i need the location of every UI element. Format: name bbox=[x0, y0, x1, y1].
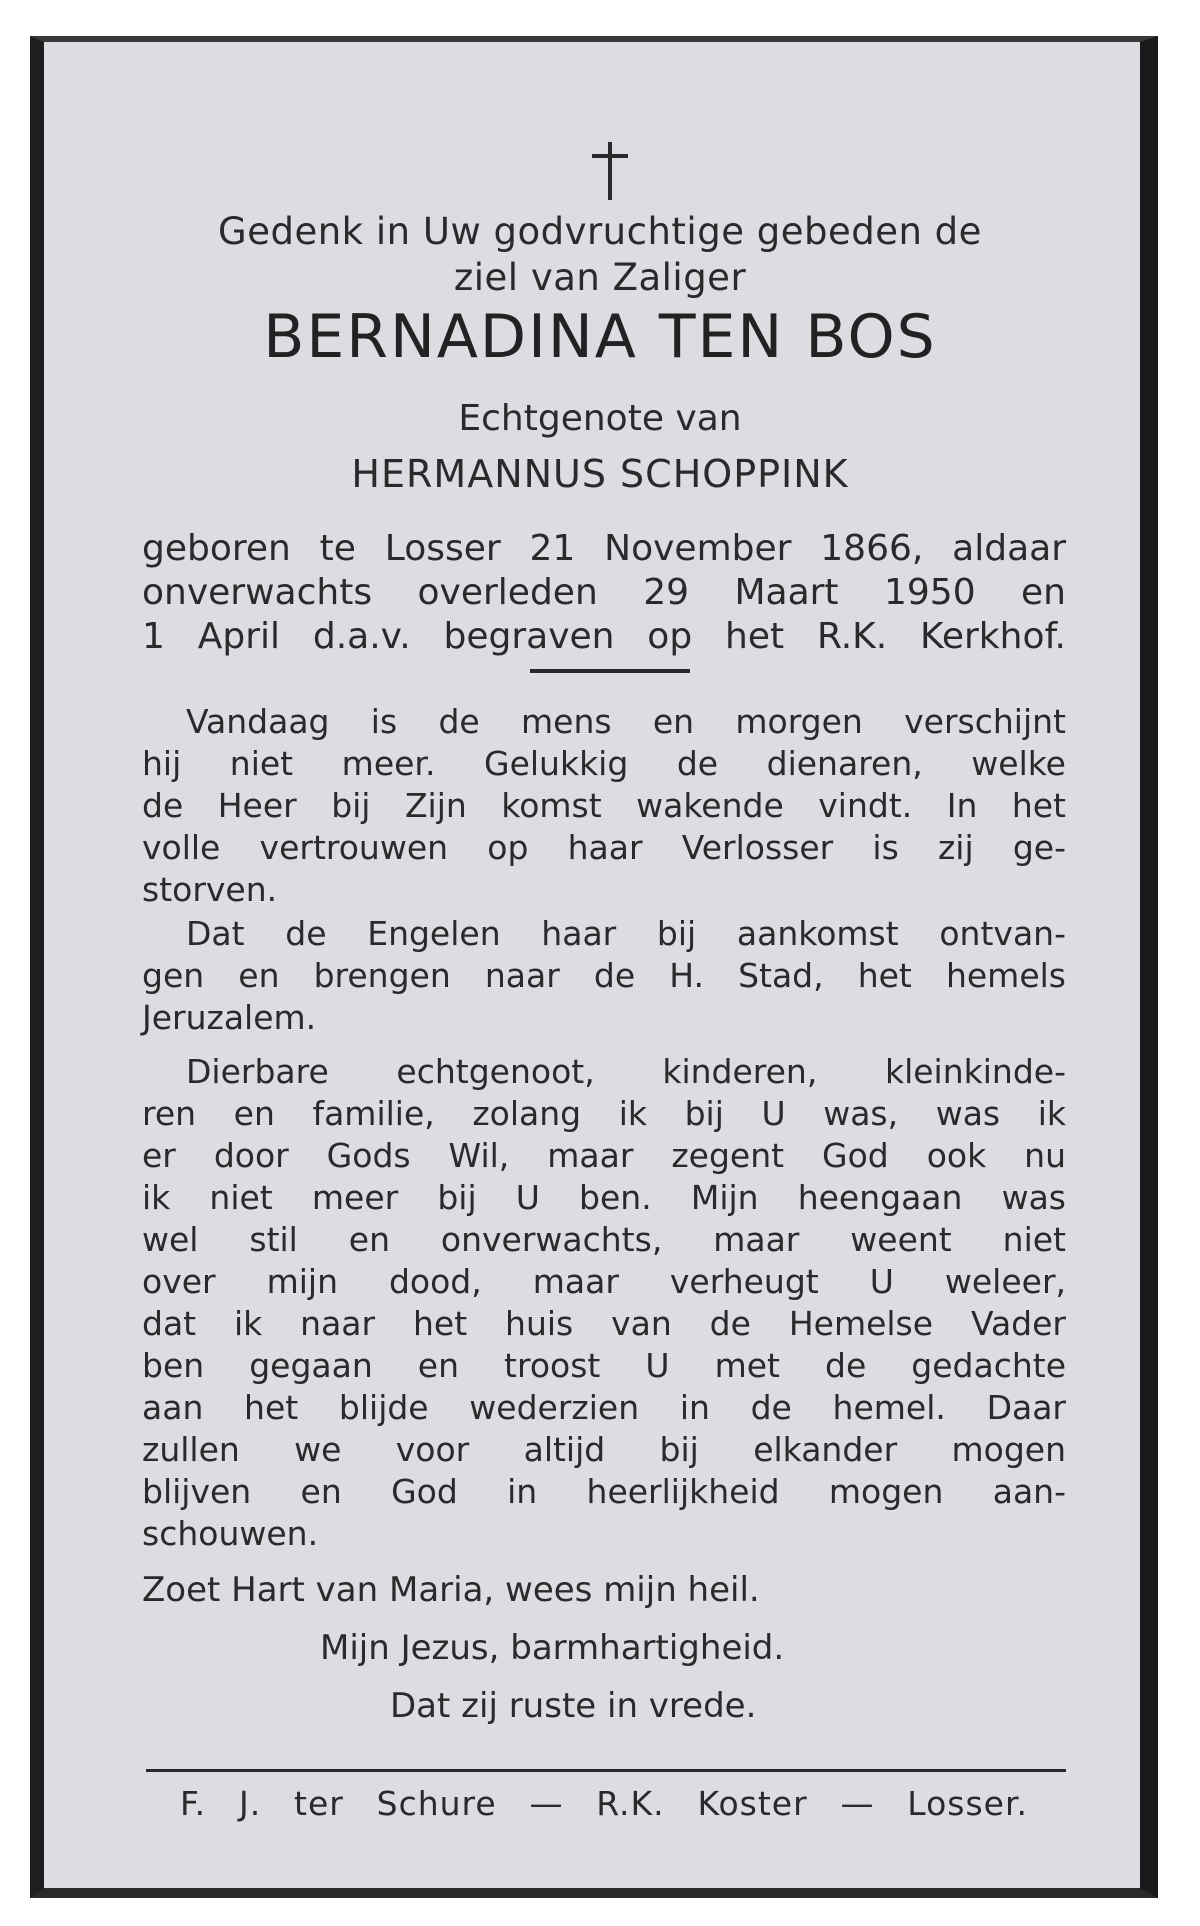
paragraph-3-line-1: Dierbare echtgenoot, kinderen, kleinkinde- bbox=[186, 1052, 1066, 1091]
divider-short bbox=[530, 669, 690, 673]
paragraph-3-line-4: ik niet meer bij U ben. Mijn heengaan was bbox=[142, 1178, 1066, 1217]
paragraph-3-line-8: ben gegaan en troost U met de gedachte bbox=[142, 1346, 1066, 1385]
paragraph-2-line-1: Dat de Engelen haar bij aankomst ontvan- bbox=[186, 914, 1066, 953]
paragraph-3-line-11: blijven en God in heerlijkheid mogen aan- bbox=[142, 1472, 1066, 1511]
intro-line-1: Gedenk in Uw godvruchtige gebeden de bbox=[218, 210, 982, 253]
closing-line-1: Zoet Hart van Maria, wees mijn heil. bbox=[142, 1570, 760, 1610]
paragraph-1-line-5: storven. bbox=[142, 870, 278, 909]
paragraph-3-line-2: ren en familie, zolang ik bij U was, was ik bbox=[142, 1094, 1066, 1133]
intro-line-2: ziel van Zaliger bbox=[453, 256, 747, 299]
closing-line-2: Mijn Jezus, barmhartigheid. bbox=[320, 1628, 785, 1668]
bio-line-3: 1 April d.a.v. begraven op het R.K. Kerkhof. bbox=[142, 616, 1066, 657]
paragraph-1-line-2: hij niet meer. Gelukkig de dienaren, welke bbox=[142, 744, 1066, 783]
paragraph-2-line-3: Jeruzalem. bbox=[142, 998, 317, 1037]
paragraph-3-line-12: schouwen. bbox=[142, 1514, 319, 1553]
spouse-label: Echtgenote van bbox=[458, 398, 742, 439]
printer-credit: F. J. ter Schure — R.K. Koster — Losser. bbox=[180, 1784, 1028, 1823]
paragraph-3-line-9: aan het blijde wederzien in de hemel. Daar bbox=[142, 1388, 1066, 1427]
paragraph-1-line-4: volle vertrouwen op haar Verlosser is zij ge- bbox=[142, 828, 1066, 867]
paragraph-3-line-3: er door Gods Wil, maar zegent God ook nu bbox=[142, 1136, 1066, 1175]
paragraph-1-line-3: de Heer bij Zijn komst wakende vindt. In het bbox=[142, 786, 1066, 825]
bio-line-1: geboren te Losser 21 November 1866, aldaar bbox=[142, 528, 1066, 569]
paragraph-1-line-1: Vandaag is de mens en morgen verschijnt bbox=[186, 702, 1066, 741]
divider-long bbox=[146, 1769, 1066, 1772]
paragraph-3-line-6: over mijn dood, maar verheugt U weleer, bbox=[142, 1262, 1066, 1301]
deceased-name: BERNADINA TEN BOS bbox=[263, 302, 937, 372]
paragraph-3-line-7: dat ik naar het huis van de Hemelse Vader bbox=[142, 1304, 1066, 1343]
paragraph-3-line-5: wel stil en onverwachts, maar weent niet bbox=[142, 1220, 1066, 1259]
closing-line-3: Dat zij ruste in vrede. bbox=[390, 1686, 757, 1726]
spouse-name: HERMANNUS SCHOPPINK bbox=[351, 452, 849, 496]
bio-line-2: onverwachts overleden 29 Maart 1950 en bbox=[142, 572, 1066, 613]
cross-icon bbox=[592, 138, 628, 202]
paragraph-2-line-2: gen en brengen naar de H. Stad, het hemels bbox=[142, 956, 1066, 995]
paragraph-3-line-10: zullen we voor altijd bij elkander mogen bbox=[142, 1430, 1066, 1469]
